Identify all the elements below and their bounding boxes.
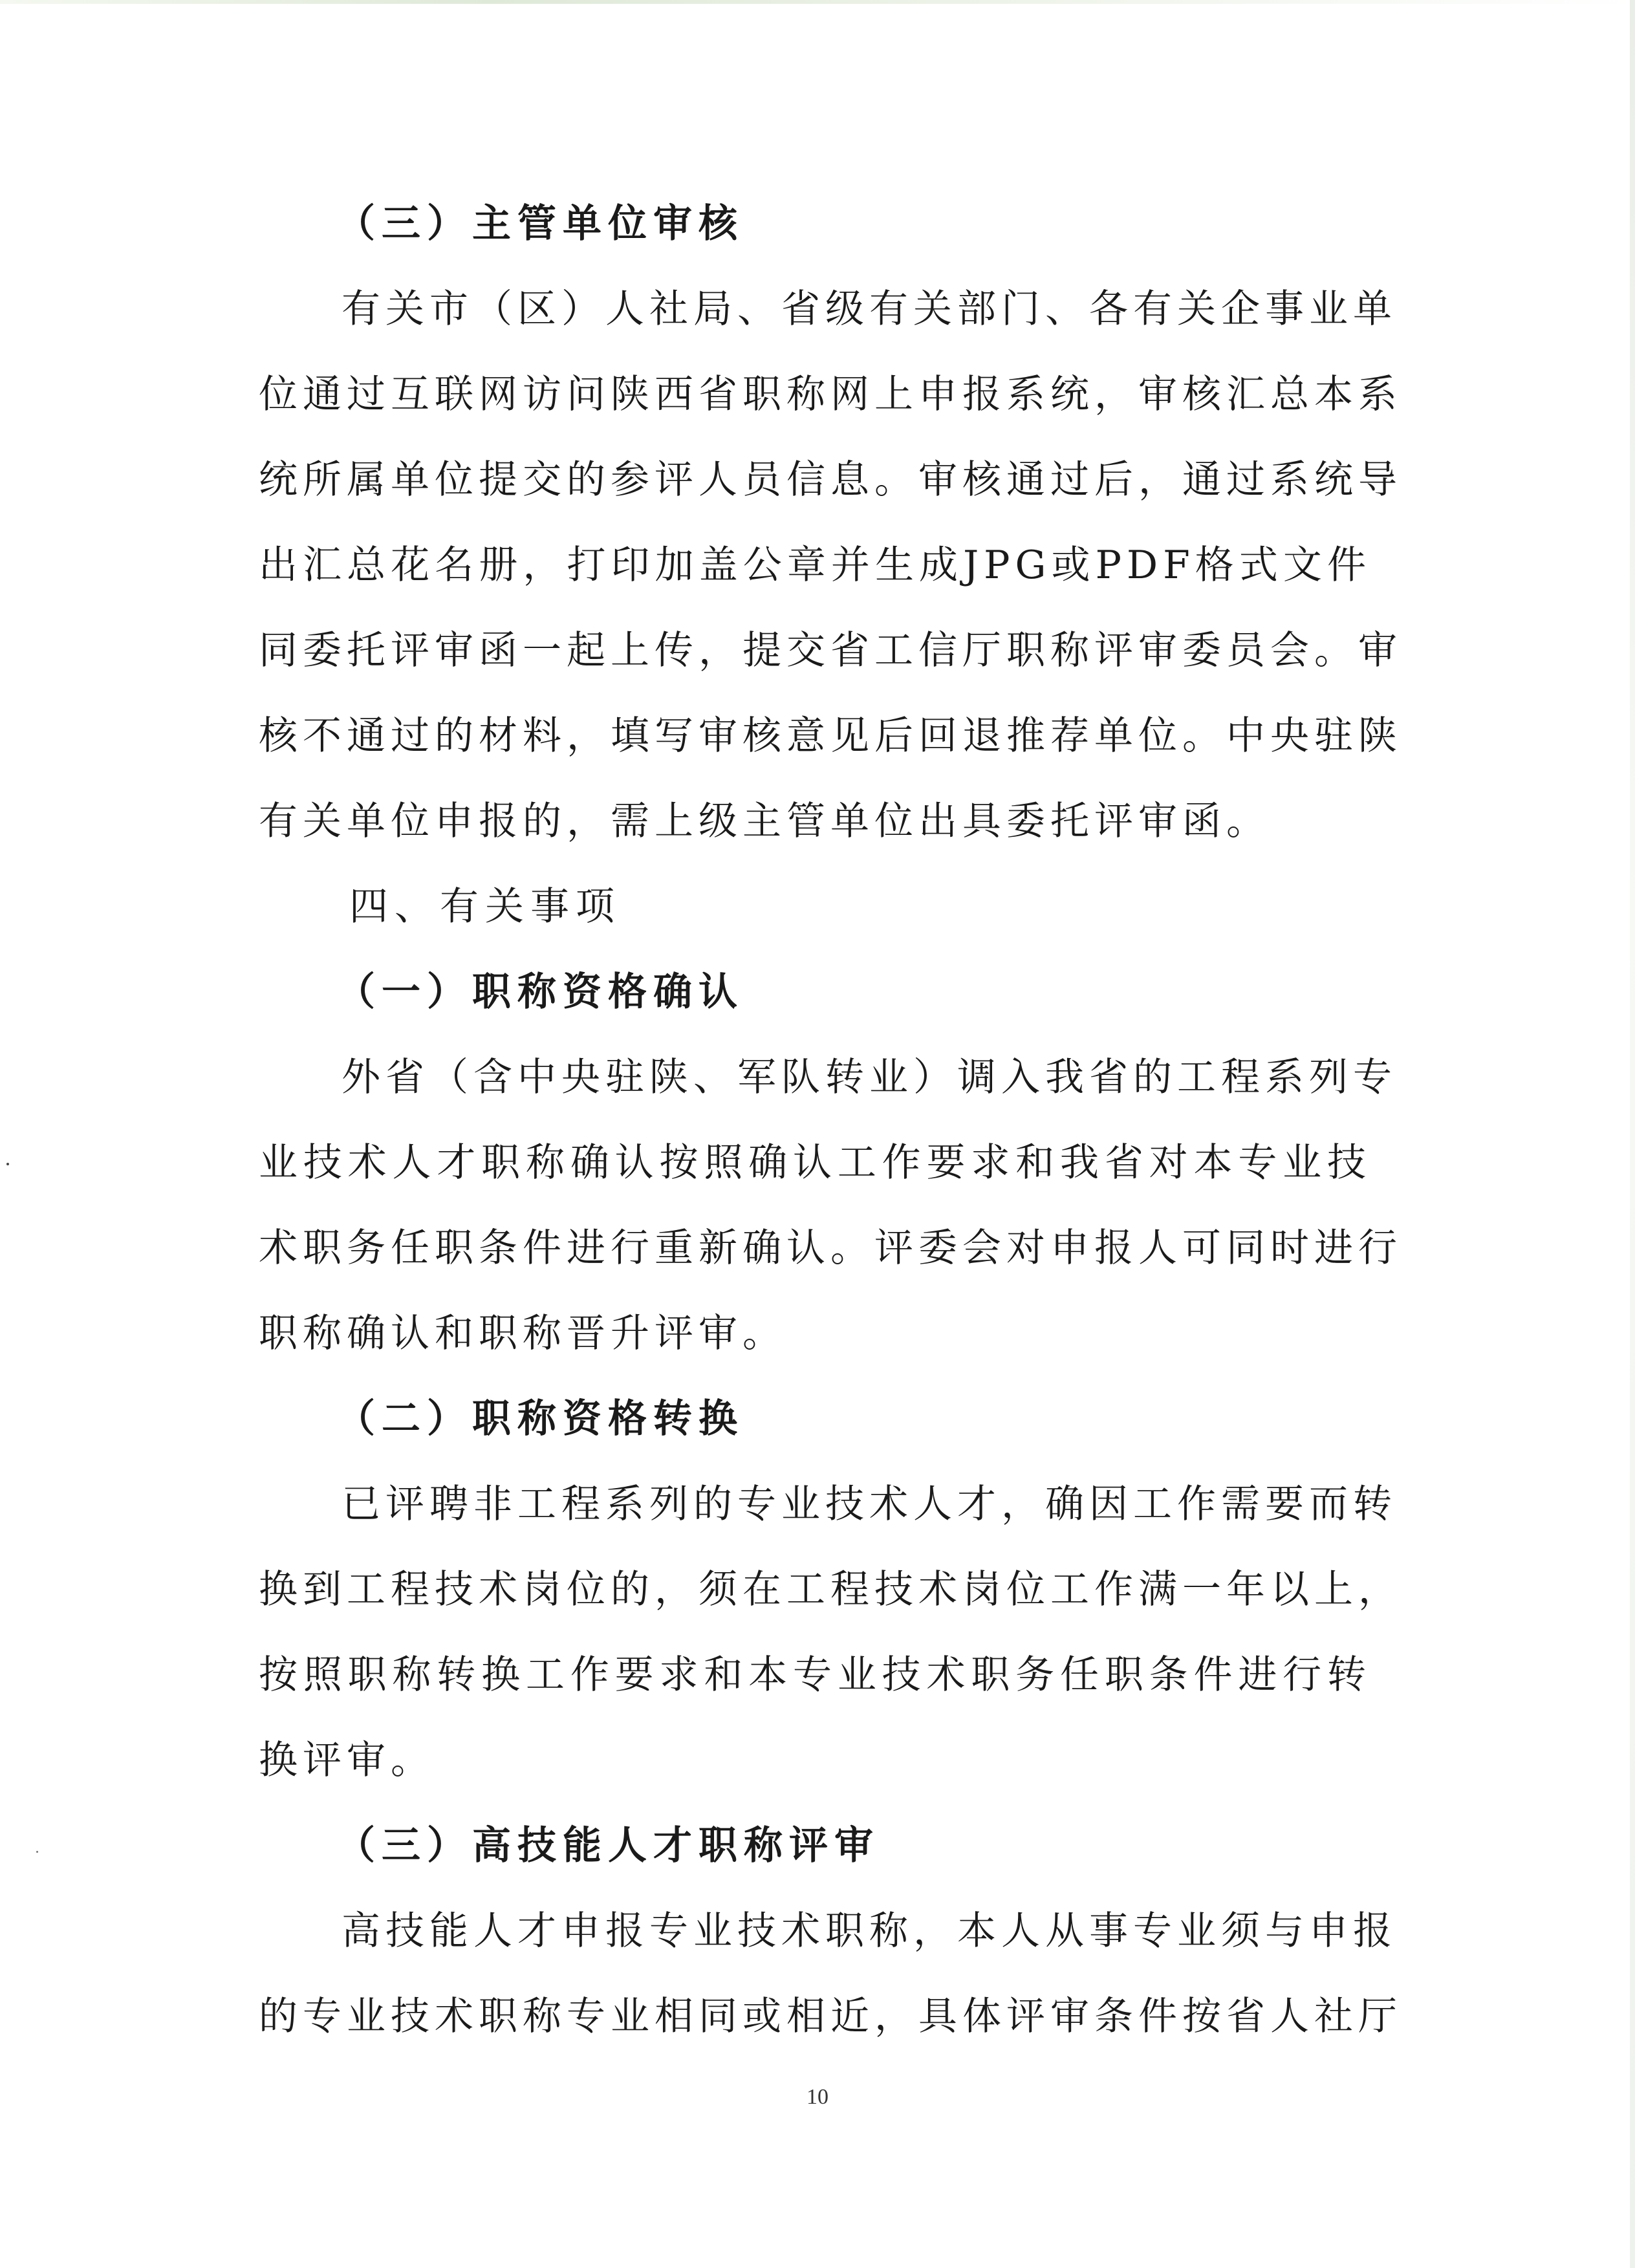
- paragraph-line: 换评审。: [259, 1738, 435, 1783]
- section-heading-title-conversion: （二）职称资格转换: [336, 1396, 744, 1442]
- paragraph-line: 换到工程技术岗位的，须在工程技术岗位工作满一年以上，: [259, 1567, 1402, 1612]
- section-heading-related-matters: 四、有关事项: [349, 884, 621, 929]
- paragraph-line: 出汇总花名册，打印加盖公章并生成JPG或PDF格式文件: [259, 543, 1371, 588]
- scan-edge-right: [1630, 0, 1635, 2268]
- paragraph-line: 业技术人才职称确认按照确认工作要求和我省对本专业技: [259, 1140, 1371, 1185]
- section-heading-title-confirmation: （一）职称资格确认: [336, 969, 744, 1015]
- paragraph-line: 同委托评审函一起上传，提交省工信厅职称评审委员会。审: [259, 628, 1402, 673]
- page-number: 10: [807, 2085, 828, 2109]
- scan-speck: [36, 1851, 38, 1853]
- section-heading-high-skill-review: （三）高技能人才职称评审: [336, 1823, 880, 1868]
- section-heading-supervisor-review: （三）主管单位审核: [336, 201, 744, 246]
- scan-speck: [6, 1163, 9, 1165]
- paragraph-line: 统所属单位提交的参评人员信息。审核通过后，通过系统导: [259, 457, 1402, 502]
- paragraph-line: 有关单位申报的，需上级主管单位出具委托评审函。: [259, 799, 1270, 844]
- paragraph-line: 高技能人才申报专业技术职称，本人从事专业须与申报: [341, 1908, 1397, 1954]
- paragraph-line: 核不通过的材料，填写审核意见后回退推荐单位。中央驻陕: [259, 713, 1402, 759]
- paragraph-line: 有关市（区）人社局、省级有关部门、各有关企事业单: [341, 286, 1397, 332]
- paragraph-line: 外省（含中央驻陕、军队转业）调入我省的工程系列专: [341, 1055, 1397, 1100]
- paragraph-line: 位通过互联网访问陕西省职称网上申报系统，审核汇总本系: [259, 372, 1402, 417]
- paragraph-line: 的专业技术职称专业相同或相近，具体评审条件按省人社厅: [259, 1994, 1402, 2039]
- paragraph-line: 职称确认和职称晋升评审。: [259, 1311, 786, 1356]
- scan-edge-top: [0, 0, 1635, 4]
- document-body: [259, 181, 1402, 2059]
- paragraph-line: 按照职称转换工作要求和本专业技术职务任职条件进行转: [259, 1652, 1371, 1698]
- paragraph-line: 术职务任职条件进行重新确认。评委会对申报人可同时进行: [259, 1226, 1402, 1271]
- paragraph-line: 已评聘非工程系列的专业技术人才，确因工作需要而转: [341, 1482, 1397, 1527]
